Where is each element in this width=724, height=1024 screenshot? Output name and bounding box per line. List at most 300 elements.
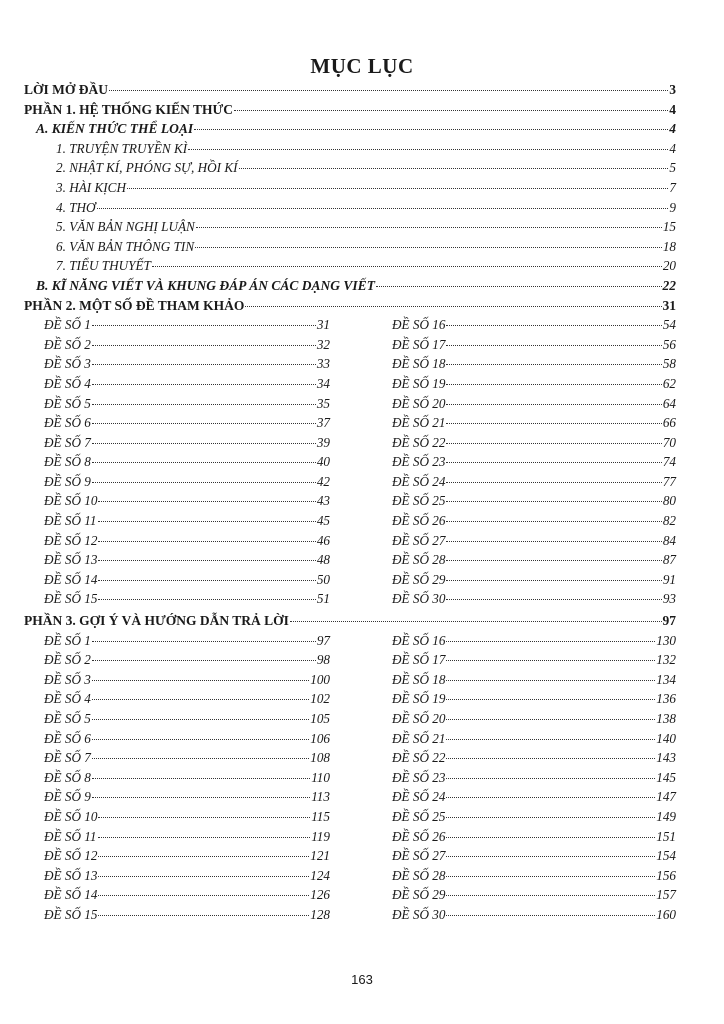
toc-entry	[44, 570, 330, 590]
toc-entry-label: ĐỀ SỐ 19	[392, 375, 446, 391]
toc-entry-label: ĐỀ SỐ 17	[392, 652, 446, 668]
toc-entry-label: ĐỀ SỐ 30	[392, 591, 446, 607]
toc-entry-page: 50	[316, 571, 330, 587]
toc-entry-page: 130	[656, 632, 676, 648]
dot-leader	[239, 168, 669, 169]
dot-leader	[446, 364, 661, 365]
dot-leader	[376, 286, 662, 287]
toc-entry-label: ĐỀ SỐ 29	[392, 571, 446, 587]
dot-leader	[194, 129, 668, 130]
toc-entry-page: 4	[669, 140, 676, 156]
dot-leader	[92, 699, 309, 700]
toc-entry-label: ĐỀ SỐ 16	[392, 317, 446, 333]
dot-leader	[98, 876, 309, 877]
toc-entry-page: 56	[662, 336, 676, 352]
toc-entry-label: ĐỀ SỐ 21	[392, 730, 446, 746]
toc-entry	[44, 589, 330, 609]
toc-entry-page: 80	[662, 493, 676, 509]
toc-entry	[44, 472, 330, 492]
dot-leader	[98, 599, 315, 600]
toc-entry-page: 5	[669, 160, 676, 176]
toc-entry-page: 149	[656, 808, 676, 824]
toc-entry-part1	[24, 100, 676, 120]
toc-entry-label: ĐỀ SỐ 3	[44, 356, 91, 372]
toc-entry-label: ĐỀ SỐ 13	[44, 552, 98, 568]
toc-entry-a2	[24, 158, 676, 178]
toc-entry	[392, 472, 676, 492]
dot-leader	[446, 580, 661, 581]
toc-entry-label: ĐỀ SỐ 6	[44, 415, 91, 431]
toc-entry	[44, 315, 330, 335]
part2-left-column	[24, 315, 330, 609]
dot-leader	[446, 817, 655, 818]
dot-leader	[127, 188, 668, 189]
toc-entry-page: 121	[310, 848, 330, 864]
toc-entry-page: 134	[656, 671, 676, 687]
dot-leader	[446, 758, 655, 759]
toc-entry-section-a	[24, 119, 676, 139]
toc-entry-page: 108	[310, 750, 330, 766]
toc-entry-label: ĐỀ SỐ 10	[44, 493, 98, 509]
toc-entry	[44, 709, 330, 729]
toc-entry-label: 3. HÀI KỊCH	[56, 179, 126, 195]
toc-entry-page: 22	[662, 277, 676, 293]
toc-entry-label: 5. VĂN BẢN NGHỊ LUẬN	[56, 219, 195, 235]
page-number: 163	[351, 972, 373, 987]
dot-leader	[446, 560, 661, 561]
dot-leader	[92, 778, 310, 779]
part3-left-column	[24, 631, 330, 925]
toc-entry-page: 33	[316, 356, 330, 372]
toc-entry-label: 2. NHẬT KÍ, PHÓNG SỰ, HỒI KÍ	[56, 160, 238, 176]
toc-entry-page: 124	[310, 867, 330, 883]
toc-entry-label: ĐỀ SỐ 27	[392, 848, 446, 864]
dot-leader	[98, 856, 309, 857]
toc-entry-label: ĐỀ SỐ 4	[44, 375, 91, 391]
dot-leader	[98, 501, 315, 502]
dot-leader	[446, 541, 661, 542]
toc-entry-label: ĐỀ SỐ 11	[44, 513, 97, 529]
toc-entry-page: 32	[316, 336, 330, 352]
toc-entry-label: PHẦN 1. HỆ THỐNG KIẾN THỨC	[24, 101, 234, 117]
toc-entry-page: 48	[316, 552, 330, 568]
toc-entry-page: 31	[316, 317, 330, 333]
toc-entry-part3	[24, 611, 676, 631]
toc-entry-page: 18	[662, 238, 676, 254]
toc-entry-label: ĐỀ SỐ 1	[44, 317, 91, 333]
toc-entry-label: PHẦN 2. MỘT SỐ ĐỀ THAM KHẢO	[24, 297, 245, 313]
toc-entry-page: 42	[316, 473, 330, 489]
dot-leader	[446, 895, 655, 896]
dot-leader	[446, 797, 655, 798]
toc-entry-page: 9	[669, 199, 676, 215]
toc-entry-label: ĐỀ SỐ 24	[392, 473, 446, 489]
toc-entry-page: 66	[662, 415, 676, 431]
dot-leader	[446, 462, 661, 463]
dot-leader	[98, 817, 310, 818]
toc-entry-page: 126	[310, 887, 330, 903]
toc-entry-label: ĐỀ SỐ 11	[44, 828, 97, 844]
toc-entry	[44, 550, 330, 570]
toc-entry-label: ĐỀ SỐ 17	[392, 336, 446, 352]
toc-entry-label: ĐỀ SỐ 18	[392, 671, 446, 687]
toc-entry-label: PHẦN 3. GỢI Ý VÀ HƯỚNG DẪN TRẢ LỜI	[24, 613, 289, 629]
toc-entry-page: 34	[316, 375, 330, 391]
toc-entry-page: 106	[310, 730, 330, 746]
dot-leader	[446, 345, 661, 346]
toc-entry-label: ĐỀ SỐ 27	[392, 532, 446, 548]
toc-entry-page: 4	[669, 121, 676, 137]
dot-leader	[446, 915, 655, 916]
toc-entry-page: 91	[662, 571, 676, 587]
toc-entry-page: 93	[662, 591, 676, 607]
dot-leader	[98, 915, 309, 916]
toc-entry-label: ĐỀ SỐ 12	[44, 532, 98, 548]
toc-entry-section-b	[24, 276, 676, 296]
toc-entry-label: ĐỀ SỐ 19	[392, 691, 446, 707]
dot-leader	[446, 699, 655, 700]
toc-entry	[44, 374, 330, 394]
toc-entry	[392, 394, 676, 414]
dot-leader	[290, 621, 662, 622]
toc-entry-page: 62	[662, 375, 676, 391]
toc-entry-label: ĐỀ SỐ 25	[392, 493, 446, 509]
toc-entry	[44, 885, 330, 905]
dot-leader	[446, 384, 661, 385]
dot-leader	[92, 462, 316, 463]
toc-entry	[392, 787, 676, 807]
toc-entry-page: 119	[311, 828, 330, 844]
toc-entry	[392, 729, 676, 749]
toc-entry-label: 6. VĂN BẢN THÔNG TIN	[56, 238, 195, 254]
toc-entry-a4	[24, 198, 676, 218]
dot-leader	[97, 208, 669, 209]
toc-entry-label: ĐỀ SỐ 22	[392, 750, 446, 766]
toc-entry-page: 100	[310, 671, 330, 687]
toc-entry-page: 160	[656, 906, 676, 922]
toc-entry	[44, 768, 330, 788]
toc-entry	[392, 768, 676, 788]
dot-leader	[446, 856, 655, 857]
dot-leader	[446, 680, 655, 681]
toc-entry-page: 20	[662, 258, 676, 274]
toc-entry-page: 154	[656, 848, 676, 864]
dot-leader	[446, 837, 655, 838]
toc-entry-label: ĐỀ SỐ 8	[44, 769, 91, 785]
toc-entry-label: ĐỀ SỐ 24	[392, 789, 446, 805]
toc-entry-label: ĐỀ SỐ 23	[392, 454, 446, 470]
dot-leader	[446, 423, 661, 424]
toc-entry	[392, 650, 676, 670]
toc-entry	[392, 531, 676, 551]
dot-leader	[446, 876, 655, 877]
toc-entry-label: ĐỀ SỐ 26	[392, 828, 446, 844]
toc-entry	[44, 452, 330, 472]
dot-leader	[195, 247, 662, 248]
dot-leader	[92, 797, 310, 798]
toc-entry-a6	[24, 237, 676, 257]
toc-entry	[392, 689, 676, 709]
toc-entry-page: 46	[316, 532, 330, 548]
part3-right-column	[392, 631, 676, 925]
toc-entry-page: 98	[316, 652, 330, 668]
dot-leader	[92, 345, 316, 346]
toc-entry-page: 156	[656, 867, 676, 883]
toc-entry-page: 140	[656, 730, 676, 746]
toc-entry-page: 147	[656, 789, 676, 805]
toc-entry-page: 143	[656, 750, 676, 766]
dot-leader	[446, 660, 655, 661]
toc-entry-label: ĐỀ SỐ 29	[392, 887, 446, 903]
toc-entry	[392, 866, 676, 886]
toc-entry-page: 84	[662, 532, 676, 548]
toc-entry	[392, 413, 676, 433]
toc-entry	[44, 413, 330, 433]
toc-entry-page: 82	[662, 513, 676, 529]
toc-entry	[44, 846, 330, 866]
toc-entry-label: ĐỀ SỐ 30	[392, 906, 446, 922]
toc-entry	[44, 631, 330, 651]
toc-entry-page: 4	[669, 101, 676, 117]
toc-entry-page: 3	[669, 82, 676, 97]
toc-entry	[44, 394, 330, 414]
dot-leader	[188, 149, 668, 150]
page-title: MỤC LỤC	[310, 54, 414, 78]
toc-entry	[392, 570, 676, 590]
dot-leader	[446, 719, 655, 720]
section-a-items	[24, 139, 676, 276]
toc-entry	[44, 511, 330, 531]
toc-entry-a1	[24, 139, 676, 159]
dot-leader	[446, 404, 661, 405]
toc-entry-label: ĐỀ SỐ 20	[392, 395, 446, 411]
table-of-contents	[24, 80, 676, 925]
dot-leader	[92, 325, 316, 326]
toc-entry-page: 87	[662, 552, 676, 568]
toc-entry	[44, 905, 330, 925]
toc-entry-page: 110	[311, 769, 330, 785]
dot-leader	[92, 660, 316, 661]
toc-entry-page: 54	[662, 317, 676, 333]
toc-entry-page: 136	[656, 691, 676, 707]
toc-entry	[44, 787, 330, 807]
toc-entry-page: 45	[316, 513, 330, 529]
toc-entry	[392, 631, 676, 651]
dot-leader	[446, 778, 655, 779]
toc-entry-label: ĐỀ SỐ 10	[44, 808, 98, 824]
toc-entry	[44, 827, 330, 847]
dot-leader	[92, 384, 316, 385]
toc-entry	[392, 452, 676, 472]
toc-entry-label: B. KĨ NĂNG VIẾT VÀ KHUNG ĐÁP ÁN CÁC DẠNG VIẾT	[36, 277, 375, 293]
dot-leader	[234, 110, 668, 111]
dot-leader	[446, 325, 661, 326]
toc-entry	[44, 354, 330, 374]
toc-entry	[392, 374, 676, 394]
dot-leader	[446, 521, 661, 522]
part2-list	[24, 315, 676, 609]
toc-entry-label: ĐỀ SỐ 14	[44, 887, 98, 903]
toc-entry-page: 77	[662, 473, 676, 489]
dot-leader	[92, 404, 316, 405]
toc-entry-label: ĐỀ SỐ 13	[44, 867, 98, 883]
toc-entry	[44, 807, 330, 827]
toc-entry-page: 128	[310, 906, 330, 922]
toc-entry-label: ĐỀ SỐ 2	[44, 336, 91, 352]
toc-entry-label: ĐỀ SỐ 9	[44, 789, 91, 805]
toc-entry-label: 7. TIỂU THUYẾT	[56, 258, 151, 274]
toc-entry-label: ĐỀ SỐ 16	[392, 632, 446, 648]
toc-entry-label: ĐỀ SỐ 9	[44, 473, 91, 489]
dot-leader	[98, 580, 315, 581]
toc-entry-label: ĐỀ SỐ 26	[392, 513, 446, 529]
toc-entry-page: 31	[662, 297, 676, 313]
toc-entry-page: 138	[656, 711, 676, 726]
toc-entry	[44, 650, 330, 670]
dot-leader	[92, 482, 316, 483]
toc-entry	[44, 748, 330, 768]
toc-entry-page: 40	[316, 454, 330, 470]
toc-entry-part2	[24, 296, 676, 316]
toc-entry	[44, 670, 330, 690]
toc-entry-label: ĐỀ SỐ 22	[392, 434, 446, 450]
toc-entry-label: ĐỀ SỐ 18	[392, 356, 446, 372]
dot-leader	[92, 443, 316, 444]
toc-entry-label: ĐỀ SỐ 28	[392, 552, 446, 568]
toc-entry-label: ĐỀ SỐ 5	[44, 711, 91, 726]
toc-entry-label: ĐỀ SỐ 25	[392, 808, 446, 824]
toc-entry-page: 97	[662, 613, 676, 629]
dot-leader	[446, 641, 655, 642]
dot-leader	[98, 541, 315, 542]
toc-entry-label: ĐỀ SỐ 28	[392, 867, 446, 883]
toc-entry-page: 105	[310, 711, 330, 726]
toc-entry-page: 97	[316, 632, 330, 648]
toc-entry-label: LỜI MỞ ĐẦU	[24, 82, 108, 97]
toc-entry-label: ĐỀ SỐ 12	[44, 848, 98, 864]
toc-entry-label: ĐỀ SỐ 1	[44, 632, 91, 648]
toc-entry-page: 15	[662, 219, 676, 235]
toc-entry	[392, 807, 676, 827]
toc-entry-label: ĐỀ SỐ 20	[392, 711, 446, 726]
dot-leader	[98, 895, 309, 896]
toc-entry-page: 64	[662, 395, 676, 411]
toc-entry-page: 58	[662, 356, 676, 372]
toc-entry-label: ĐỀ SỐ 5	[44, 395, 91, 411]
toc-entry	[392, 335, 676, 355]
toc-entry-page: 151	[656, 828, 676, 844]
toc-entry-label: ĐỀ SỐ 2	[44, 652, 91, 668]
toc-entry-page: 102	[310, 691, 330, 707]
dot-leader	[98, 560, 315, 561]
toc-entry-label: ĐỀ SỐ 7	[44, 750, 91, 766]
toc-entry	[44, 531, 330, 551]
toc-entry-a7	[24, 256, 676, 276]
toc-entry	[392, 846, 676, 866]
dot-leader	[92, 739, 309, 740]
toc-entry-label: ĐỀ SỐ 14	[44, 571, 98, 587]
dot-leader	[196, 227, 662, 228]
toc-entry-page: 7	[669, 179, 676, 195]
dot-leader	[92, 423, 316, 424]
toc-entry-page: 132	[656, 652, 676, 668]
toc-entry	[392, 315, 676, 335]
toc-entry-label: ĐỀ SỐ 15	[44, 906, 98, 922]
toc-entry-label: ĐỀ SỐ 23	[392, 769, 446, 785]
toc-entry	[392, 905, 676, 925]
toc-entry-label: 1. TRUYỆN TRUYỀN KÌ	[56, 140, 188, 156]
toc-entry-page: 157	[656, 887, 676, 903]
dot-leader	[92, 680, 309, 681]
toc-entry-a3	[24, 178, 676, 198]
dot-leader	[92, 641, 316, 642]
toc-entry	[392, 709, 676, 729]
toc-entry-label: ĐỀ SỐ 8	[44, 454, 91, 470]
dot-leader	[446, 482, 661, 483]
dot-leader	[446, 739, 655, 740]
toc-entry	[392, 827, 676, 847]
toc-entry-page: 145	[656, 769, 676, 785]
dot-leader	[92, 719, 309, 720]
dot-leader	[92, 758, 309, 759]
toc-entry-intro	[24, 80, 676, 100]
part2-right-column	[392, 315, 676, 609]
toc-entry-label: ĐỀ SỐ 3	[44, 671, 91, 687]
dot-leader	[98, 837, 311, 838]
toc-entry-label: ĐỀ SỐ 6	[44, 730, 91, 746]
toc-entry-page: 115	[311, 808, 330, 824]
toc-entry	[392, 550, 676, 570]
toc-entry-page: 43	[316, 493, 330, 509]
toc-entry-label: ĐỀ SỐ 21	[392, 415, 446, 431]
toc-entry	[392, 511, 676, 531]
dot-leader	[98, 521, 316, 522]
toc-entry	[392, 354, 676, 374]
toc-entry-page: 113	[311, 789, 330, 805]
toc-entry-label: ĐỀ SỐ 15	[44, 591, 98, 607]
toc-entry-page: 35	[316, 395, 330, 411]
toc-entry	[392, 748, 676, 768]
toc-entry-label: ĐỀ SỐ 7	[44, 434, 91, 450]
toc-entry	[44, 689, 330, 709]
toc-entry-label: ĐỀ SỐ 4	[44, 691, 91, 707]
toc-entry-label: A. KIẾN THỨC THỂ LOẠI	[36, 121, 194, 137]
toc-entry	[392, 589, 676, 609]
dot-leader	[446, 501, 661, 502]
part3-list	[24, 631, 676, 925]
toc-entry	[44, 433, 330, 453]
toc-entry	[44, 491, 330, 511]
toc-entry-page: 39	[316, 434, 330, 450]
toc-entry	[44, 729, 330, 749]
toc-entry	[392, 491, 676, 511]
dot-leader	[245, 306, 661, 307]
toc-entry	[44, 335, 330, 355]
toc-entry-label: 4. THƠ	[56, 199, 96, 215]
toc-entry	[44, 866, 330, 886]
toc-entry-page: 37	[316, 415, 330, 431]
dot-leader	[152, 266, 662, 267]
toc-entry-a5	[24, 217, 676, 237]
toc-entry	[392, 885, 676, 905]
toc-entry-page: 70	[662, 434, 676, 450]
dot-leader	[92, 364, 316, 365]
dot-leader	[446, 599, 661, 600]
dot-leader	[446, 443, 661, 444]
toc-entry	[392, 433, 676, 453]
toc-entry-page: 74	[662, 454, 676, 470]
toc-entry-page: 51	[316, 591, 330, 607]
